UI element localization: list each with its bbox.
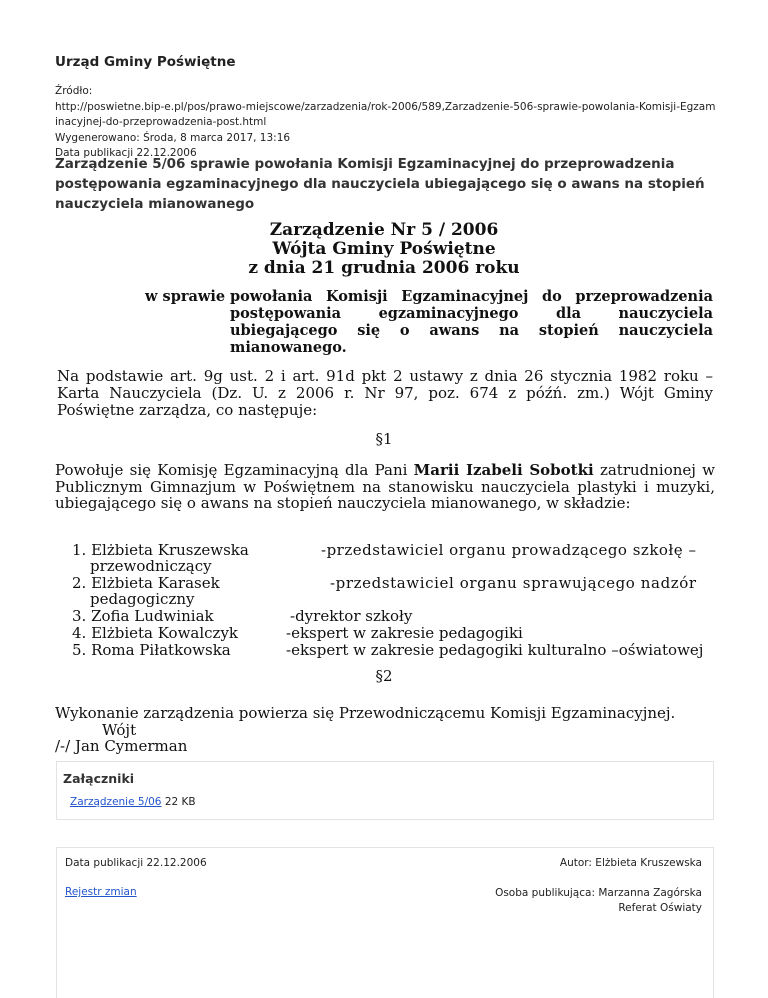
decree-title	[0, 221, 768, 278]
organization-name: Urząd Gminy Poświętne	[55, 54, 236, 70]
attachments-panel	[56, 761, 714, 820]
subject-text: powołania Komisji Egzaminacyjnej do przeprowadzenia postępowania egzaminacyjnego dla nauczyciela ubiegającego się o awans na stopień nauczyciela mianowanego.	[230, 288, 713, 356]
footer-publisher-info	[495, 886, 702, 916]
source-url-line-2: inacyjnej-do-przeprowadzenia-post.html	[55, 116, 267, 128]
member-role: -dyrektor szkoły	[290, 607, 413, 625]
attachment-size: 22 KB	[164, 796, 196, 808]
candidate-name: Marii Izabeli Sobotki	[413, 461, 594, 479]
change-history-link[interactable]: Rejestr zmian	[65, 886, 137, 898]
attachment-item	[70, 796, 196, 808]
source-url-line-1: http://poswietne.bip-e.pl/pos/prawo-miejscowe/zarzadzenia/rok-2006/589,Zarzadzenie-506-sprawie-powolania-Komisji-Egzam	[55, 100, 716, 113]
member-role-continuation: przewodniczący	[90, 557, 212, 575]
member-role: -ekspert w zakresie pedagogiki	[286, 624, 523, 642]
footer-department: Referat Oświaty	[618, 902, 702, 914]
decree-title-line-3: z dnia 21 grudnia 2006 roku	[248, 258, 520, 278]
signature-name: /-/ Jan Cymerman	[55, 737, 188, 755]
appointment-text-end: zatrudnionej w Publicznym Gimnazjum w Poświętnem na stanowisku nauczyciela plastyki i muzyki, ubiegającego się o awans na stopień nauczyciela mianowanego, w składzie:	[55, 461, 716, 512]
member-role: -ekspert w zakresie pedagogiki kulturalno –oświatowej	[286, 641, 704, 659]
decree-title-line-2: Wójta Gminy Poświętne	[272, 239, 496, 259]
member-name: 5. Roma Piłatkowska	[72, 641, 231, 659]
member-name: 1. Elżbieta Kruszewska	[72, 541, 249, 559]
decree-subject	[145, 288, 713, 356]
footer-publisher: Osoba publikująca: Marzanna Zagórska	[495, 887, 702, 899]
appointment-text-start: Powołuje się Komisję Egzaminacyjną dla Pani	[55, 461, 414, 479]
attachments-heading: Załączniki	[63, 771, 135, 786]
signature-title: Wójt	[102, 720, 137, 739]
footer-author: Autor: Elżbieta Kruszewska	[559, 857, 702, 869]
generated-date: Wygenerowano: Środa, 8 marca 2017, 13:16	[55, 131, 291, 144]
execution-clause	[55, 705, 675, 755]
footer-publication-date: Data publikacji 22.12.2006	[65, 857, 207, 869]
member-role: -przedstawiciel organu sprawującego nadzór	[330, 574, 697, 592]
source-label: Źródło:	[55, 85, 93, 97]
member-role-continuation: pedagogiczny	[90, 590, 195, 608]
appointment-paragraph	[55, 462, 715, 512]
member-name: 4. Elżbieta Kowalczyk	[72, 624, 239, 642]
publication-date: Data publikacji 22.12.2006	[55, 147, 197, 159]
legal-basis: Na podstawie art. 9g ust. 2 i art. 91d pkt 2 ustawy z dnia 26 stycznia 1982 roku –Karta Nauczyciela (Dz. U. z 2006 r. Nr 97, poz. 674 z późń. zm.) Wójt Gminy Poświętne zarządza, co następuje:	[57, 367, 713, 419]
document-heading: Zarządzenie 5/06 sprawie powołania Komisji Egzaminacyjnej do przeprowadzenia postępowania egzaminacyjnego dla nauczyciela ubiegającego się o awans na stopień nauczyciela mianowanego	[55, 156, 705, 212]
member-name: 3. Zofia Ludwiniak	[72, 607, 214, 625]
publication-info-panel	[56, 847, 714, 998]
execution-text: Wykonanie zarządzenia powierza się Przewodniczącemu Komisji Egzaminacyjnej.	[55, 704, 676, 722]
member-name: 2. Elżbieta Karasek	[72, 574, 220, 592]
section-1-mark: §1	[375, 430, 393, 448]
subject-lead: w sprawie	[145, 288, 226, 305]
section-2-mark: §2	[375, 667, 393, 685]
decree-title-line-1: Zarządzenie Nr 5 / 2006	[269, 220, 499, 240]
member-role: -przedstawiciel organu prowadzącego szkołę –	[321, 541, 697, 559]
print-metadata	[55, 84, 725, 162]
attachment-link[interactable]: Zarządzenie 5/06	[70, 796, 162, 808]
